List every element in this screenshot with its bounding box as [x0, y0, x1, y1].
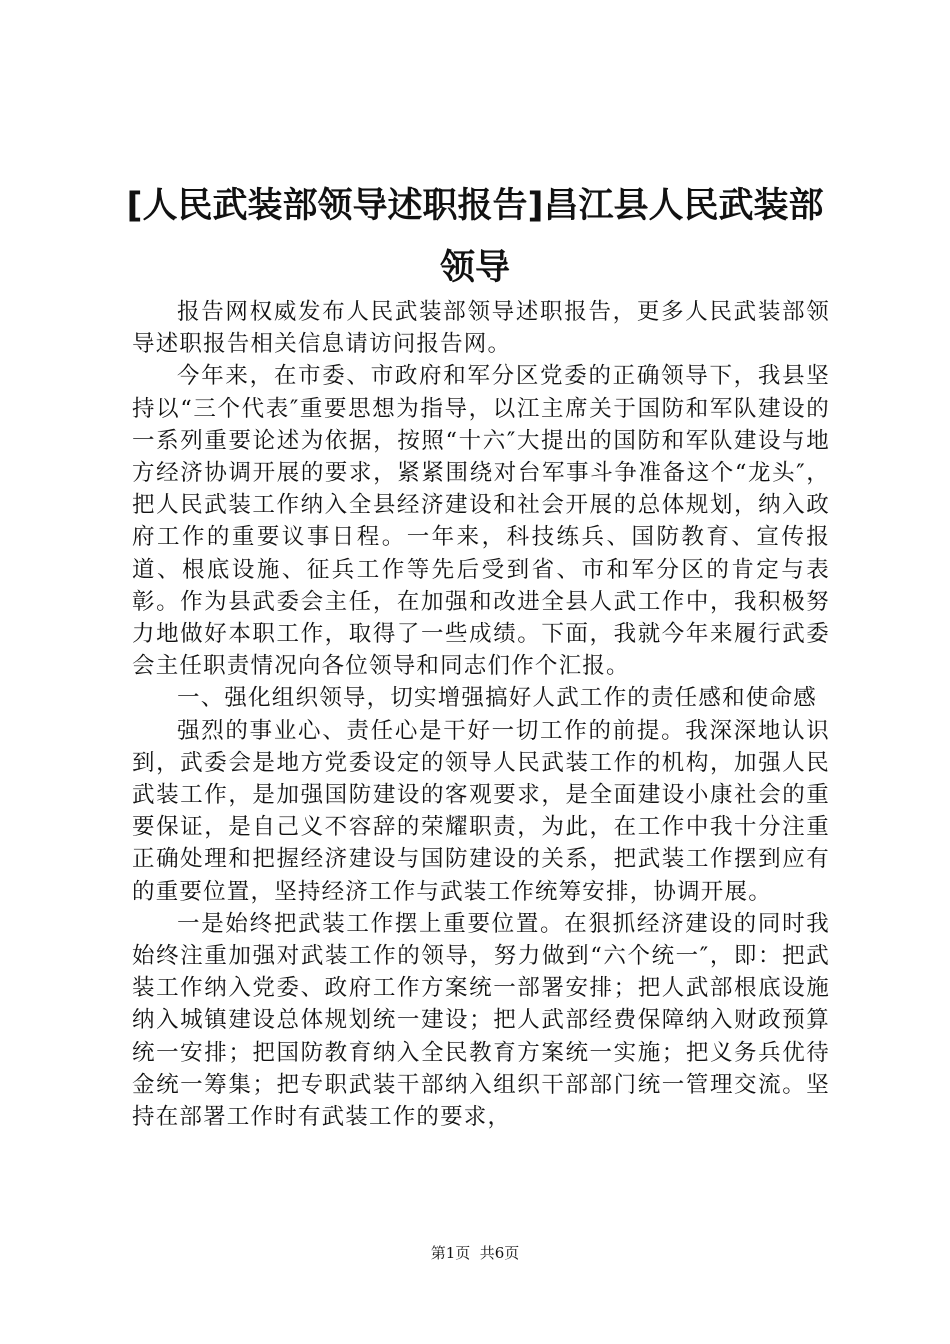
page-number: 第1页 共6页 [430, 1244, 520, 1262]
page-footer [0, 1243, 950, 1263]
paragraph-intro: 报告网权威发布人民武装部领导述职报告，更多人民武装部领导述职报告相关信息请访问报告网。 [132, 299, 830, 358]
paragraph-section-1: 强烈的事业心、责任心是干好一切工作的前提。我深深地认识到，武委会是地方党委设定的领导人民武装工作的机构，加强人民武装工作，是加强国防建设的客观要求，是全面建设小康社会的重要保证，是自己义不容辞的荣耀职责，为此，在工作中我十分注重正确处理和把握经济建设与国防建设的关系，把武装工作摆到应有的重要位置，坚持经济工作与武装工作统筹安排，协调开展。 [132, 717, 830, 905]
paragraph-overview: 今年来，在市委、市政府和军分区党委的正确领导下，我县坚持以“三个代表″重要思想为指导，以江主席关于国防和军队建设的一系列重要论述为依据，按照“十六″大提出的国防和军队建设与地方经济协调开展的要求，紧紧围绕对台军事斗争准备这个“龙头″，把人民武装工作纳入全县经济建设和社会开展的总体规划，纳入政府工作的重要议事日程。一年来，科技练兵、国防教育、宣传报道、根底设施、征兵工作等先后受到省、市和军分区的肯定与表彰。作为县武委会主任，在加强和改进全县人武工作中，我积极努力地做好本职工作，取得了一些成绩。下面，我就今年来履行武委会主任职责情况向各位领导和同志们作个汇报。 [132, 363, 830, 680]
document-title: [人民武装部领导述职报告]昌江县人民武装部领导 [126, 186, 824, 288]
section-heading-1: 一、强化组织领导，切实增强搞好人武工作的责任感和使命感 [177, 685, 817, 712]
document-body [132, 296, 830, 1133]
paragraph-point-1: 一是始终把武装工作摆上重要位置。在狠抓经济建设的同时我始终注重加强对武装工作的领导，努力做到“六个统一″，即：把武装工作纳入党委、政府工作方案统一部署安排；把人武部根底设施纳入城镇建设总体规划统一建设；把人武部经费保障纳入财政预算统一安排；把国防教育纳入全民教育方案统一实施；把义务兵优待金统一筹集；把专职武装干部纳入组织干部部门统一管理交流。坚持在部署工作时有武装工作的要求， [132, 910, 830, 1131]
